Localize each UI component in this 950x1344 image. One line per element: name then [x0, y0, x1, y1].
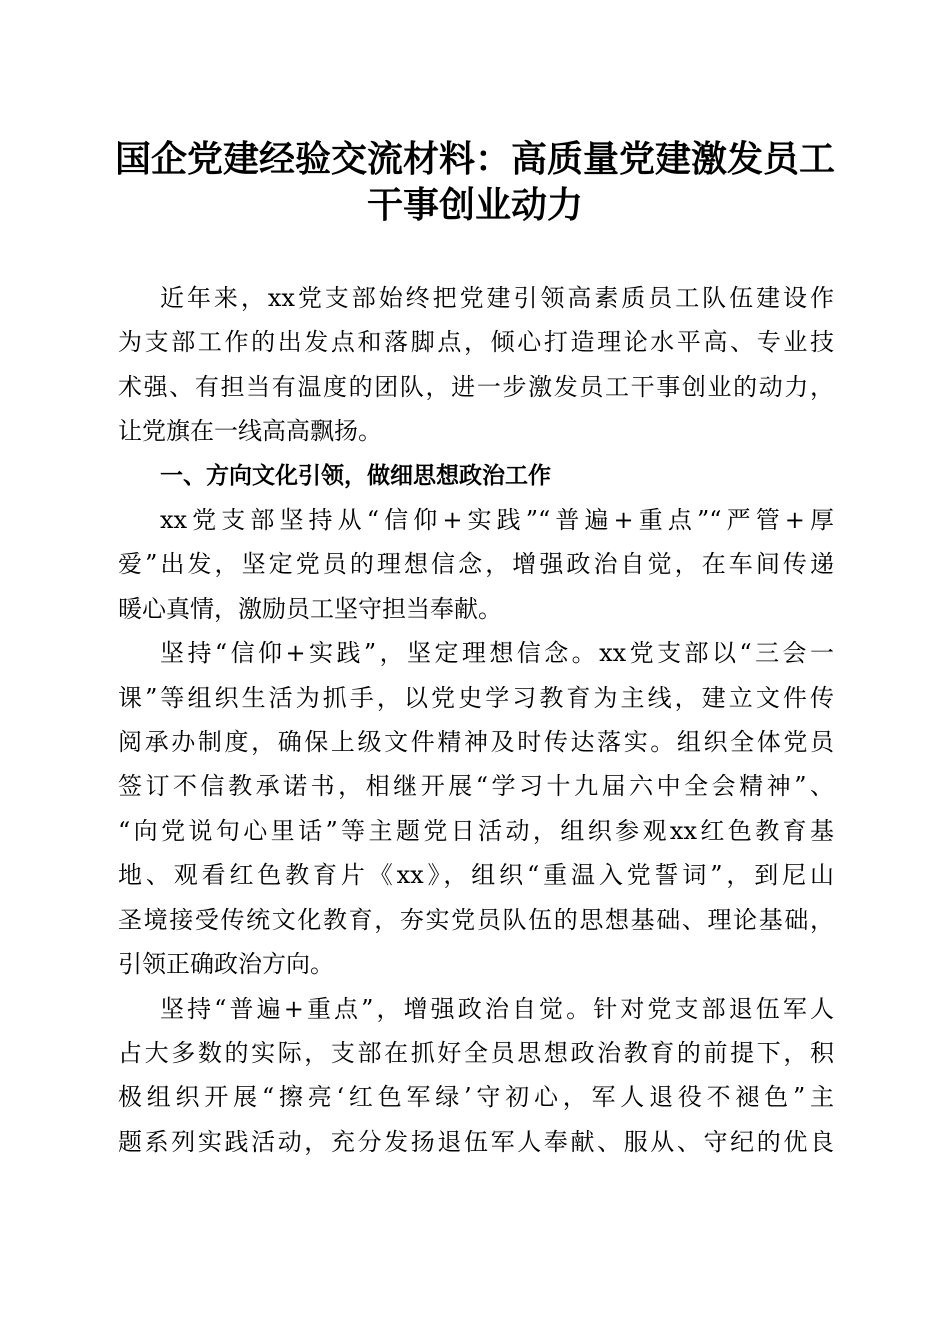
paragraph-2-line-3: 暖心真情，激励员工坚守担当奉献。	[118, 595, 502, 623]
paragraph-3-line-6: 地、观看红色教育片《xx》，组织“重温入党誓词”，到尼山	[118, 861, 834, 889]
paragraph-4-line-3: 极组织开展“擦亮‘红色军绿’守初心，军人退役不褪色”主	[118, 1083, 834, 1111]
paragraph-3-line-1: 坚持“信仰+实践”，坚定理想信念。xx党支部以“三会一	[160, 639, 834, 667]
paragraph-3-line-4: 签订不信教承诺书，相继开展“学习十九届六中全会精神”、	[118, 772, 834, 800]
paragraph-1-line-3: 术强、有担当有温度的团队，进一步激发员工干事创业的动力，	[118, 373, 834, 401]
paragraph-1-line-4: 让党旗在一线高高飘扬。	[118, 417, 382, 445]
paragraph-2-line-1: xx党支部坚持从“信仰+实践”“普遍+重点”“严管+厚	[160, 506, 834, 534]
paragraph-4-line-4: 题系列实践活动，充分发扬退伍军人奉献、服从、守纪的优良	[118, 1128, 834, 1156]
paragraph-2-line-2: 爱”出发，坚定党员的理想信念，增强政治自觉，在车间传递	[118, 550, 834, 578]
paragraph-3-line-7: 圣境接受传统文化教育，夯实党员队伍的思想基础、理论基础，	[118, 906, 834, 934]
paragraph-3-line-5: “向党说句心里话”等主题党日活动，组织参观xx红色教育基	[118, 817, 834, 845]
paragraph-1-line-1: 近年来，xx党支部始终把党建引领高素质员工队伍建设作	[160, 284, 834, 312]
paragraph-4-line-1: 坚持“普遍+重点”，增强政治自觉。针对党支部退伍军人	[160, 995, 834, 1023]
paragraph-3-line-8: 引领正确政治方向。	[118, 950, 334, 978]
document-title-line-2: 干事创业动力	[366, 184, 583, 226]
document-title-line-1: 国企党建经验交流材料：高质量党建激发员工	[114, 138, 835, 180]
paragraph-3-line-3: 阅承办制度，确保上级文件精神及时传达落实。组织全体党员	[118, 728, 834, 756]
section-heading-1: 一、方向文化引领，做细思想政治工作	[160, 463, 551, 489]
paragraph-1-line-2: 为支部工作的出发点和落脚点，倾心打造理论水平高、专业技	[118, 328, 834, 356]
paragraph-3-line-2: 课”等组织生活为抓手，以党史学习教育为主线，建立文件传	[118, 684, 834, 712]
paragraph-4-line-2: 占大多数的实际，支部在抓好全员思想政治教育的前提下，积	[118, 1039, 834, 1067]
